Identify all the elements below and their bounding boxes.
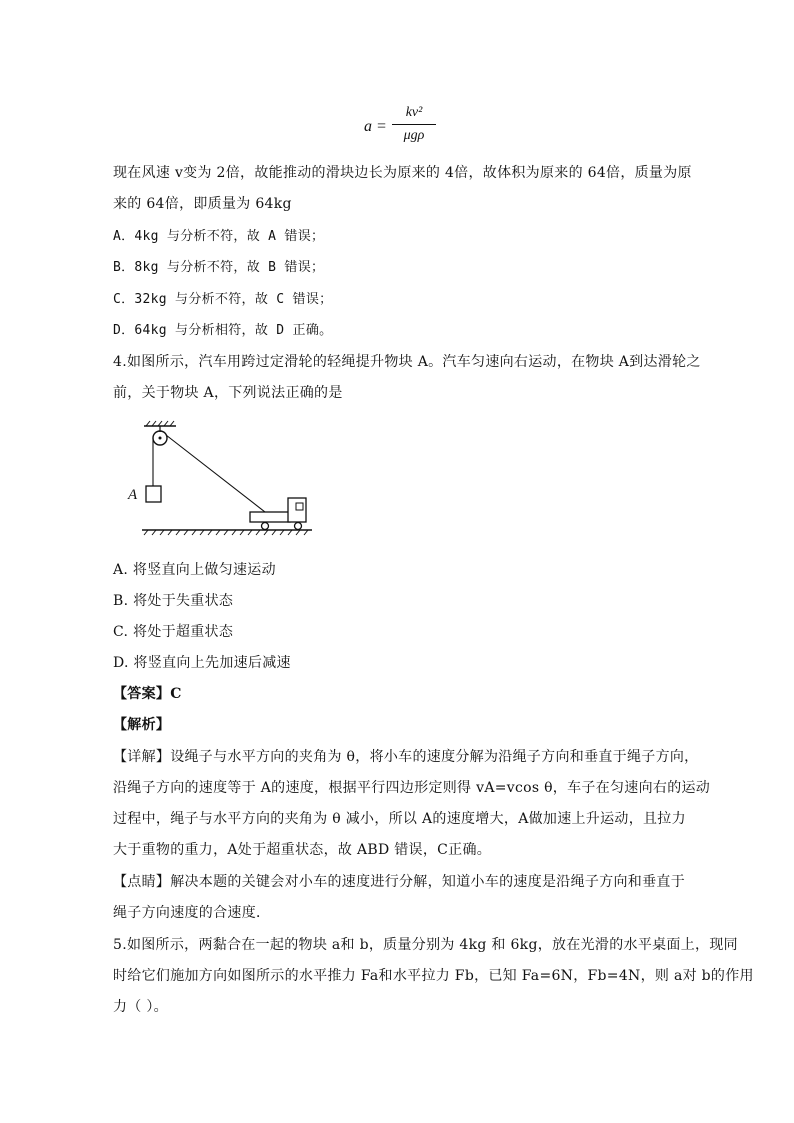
answer-line: 【答案】C	[113, 686, 182, 702]
detail-line: 过程中，绳子与水平方向的夹角为 θ 减小，所以 A的速度增大，A做加速上升运动，且拉力	[113, 811, 686, 827]
truck-wheel	[262, 523, 269, 530]
key-point-line: 【点睛】解决本题的关键会对小车的速度进行分解，知道小车的速度是沿绳子方向和垂直于	[113, 874, 685, 890]
option-c-analysis: C．32kg 与分析不符，故 C 错误；	[113, 292, 333, 307]
option-c: C. 将处于超重状态	[113, 624, 234, 640]
key-point-line: 绳子方向速度的合速度．	[113, 905, 271, 921]
formula-numerator: kv²	[405, 105, 423, 120]
formula-denominator: μgρ	[403, 128, 425, 143]
paragraph-line: 现在风速 v变为 2倍，故能推动的滑块边长为原来的 4倍，故体积为原来的 64倍，质量为原	[113, 165, 692, 181]
detail-line: 沿绳子方向的速度等于 A的速度，根据平行四边形定则得 vA=vcos θ，车子在匀速向右的运动	[113, 780, 711, 796]
question-4-text: 前，关于物块 A，下列说法正确的是	[113, 385, 343, 401]
question-5-text: 力（ ）。	[113, 999, 168, 1015]
paragraph-line: 来的 64倍，即质量为 64kg	[113, 196, 292, 212]
pulley-truck-figure	[126, 420, 316, 536]
formula	[364, 104, 444, 152]
option-a: A. 将竖直向上做匀速运动	[113, 562, 276, 578]
question-4-text: 4.如图所示，汽车用跨过定滑轮的轻绳提升物块 A。汽车匀速向右运动，在物块 A到达滑轮之	[113, 354, 701, 370]
formula-lhs: a =	[364, 118, 387, 135]
analysis-heading: 【解析】	[113, 717, 171, 733]
question-5-text: 5.如图所示，两黏合在一起的物块 a和 b，质量分别为 4kg 和 6kg，放在光滑的水平桌面上，现同	[113, 937, 738, 953]
block-a	[146, 486, 161, 502]
option-d: D. 将竖直向上先加速后减速	[113, 655, 291, 671]
option-d-analysis: D．64kg 与分析相符，故 D 正确。	[113, 323, 333, 338]
truck-body	[250, 512, 290, 522]
detail-line: 【详解】设绳子与水平方向的夹角为 θ，将小车的速度分解为沿绳子方向和垂直于绳子方向，	[113, 749, 699, 765]
block-a-label: A	[128, 487, 138, 503]
option-b: B. 将处于失重状态	[113, 593, 234, 609]
formula-fraction	[392, 104, 436, 145]
truck-wheel	[295, 523, 302, 530]
fraction-bar	[392, 124, 436, 125]
option-b-analysis: B．8kg 与分析不符，故 B 错误；	[113, 260, 325, 275]
question-5-text: 时给它们施加方向如图所示的水平推力 Fa和水平拉力 Fb，已知 Fa=6N，Fb=4N，则 a对 b的作用	[113, 968, 754, 984]
detail-line: 大于重物的重力，A处于超重状态，故 ABD 错误，C正确。	[113, 842, 492, 858]
option-a-analysis: A．4kg 与分析不符，故 A 错误；	[113, 229, 325, 244]
